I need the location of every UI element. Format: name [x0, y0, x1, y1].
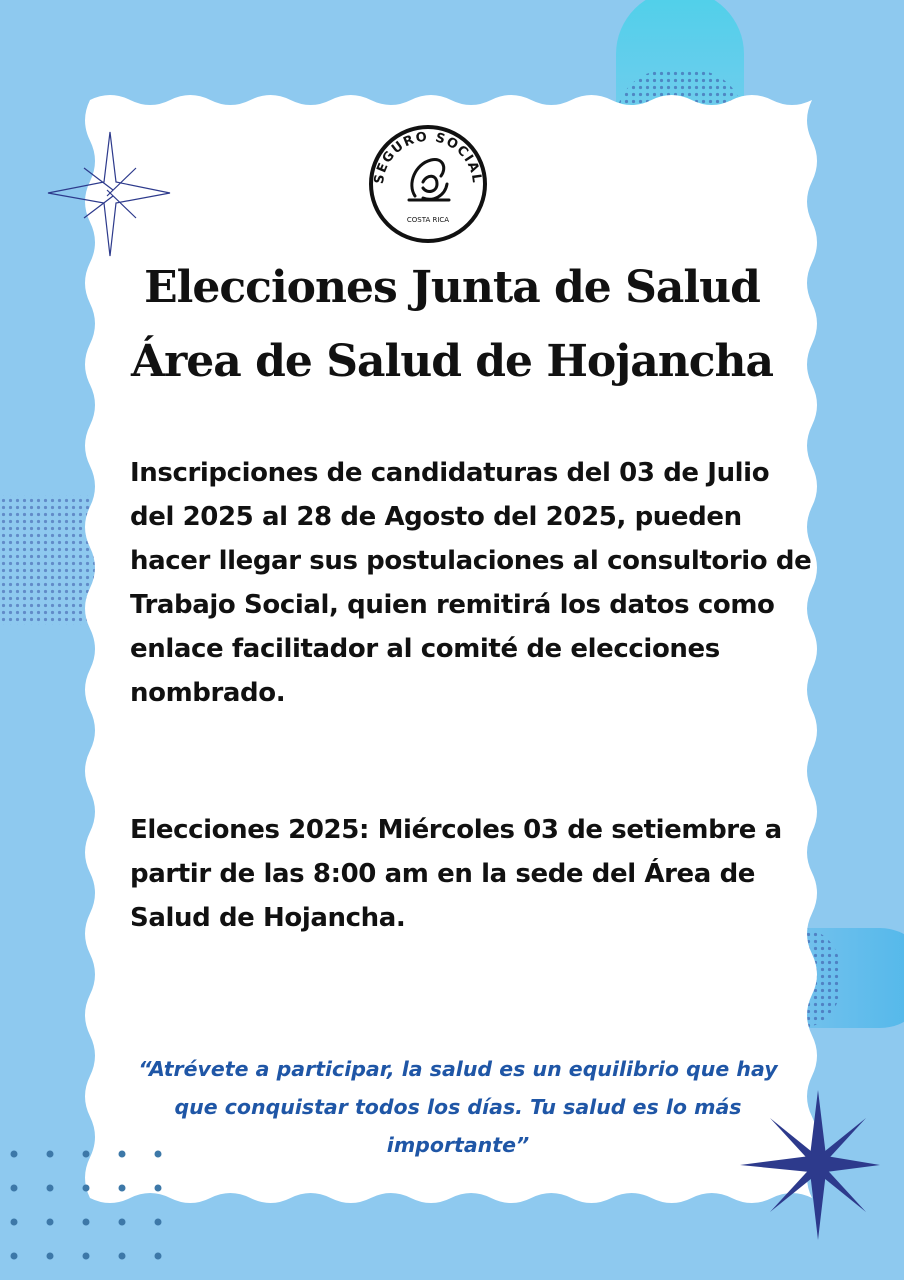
dot — [119, 1185, 126, 1192]
dot — [47, 1253, 54, 1260]
title-line-2: Área de Salud de Hojancha — [130, 336, 773, 387]
dot — [83, 1151, 90, 1158]
dot — [11, 1185, 18, 1192]
motivational-quote: “Atrévete a participar, la salud es un equilibrio que hay que conquistar todos los días. Tu salud es lo más importante” — [138, 1057, 778, 1157]
dot — [47, 1151, 54, 1158]
registration-paragraph: Inscripciones de candidaturas del 03 de Julio del 2025 al 28 de Agosto del 2025, pueden hacer llegar sus postulaciones al consultorio de Trabajo Social, quien remitirá los datos como enlace facilitador al comité de elecciones nombrado. — [130, 458, 812, 708]
dot — [119, 1253, 126, 1260]
logo-text: SEGURO SOCIAL — [371, 129, 485, 185]
dot — [11, 1253, 18, 1260]
seguro-social-logo — [363, 124, 493, 244]
dot — [47, 1185, 54, 1192]
dot — [47, 1219, 54, 1226]
dot-grid-decor — [11, 1151, 162, 1260]
title-line-1: Elecciones Junta de Salud — [144, 262, 760, 313]
dot — [155, 1219, 162, 1226]
sparkle-icon — [48, 132, 170, 256]
dot — [155, 1253, 162, 1260]
dot — [11, 1219, 18, 1226]
dot — [119, 1219, 126, 1226]
dot — [119, 1151, 126, 1158]
logo-subtext: COSTA RICA — [406, 216, 450, 224]
dot — [83, 1219, 90, 1226]
dot — [83, 1185, 90, 1192]
dot — [155, 1185, 162, 1192]
dot — [11, 1151, 18, 1158]
dot — [83, 1253, 90, 1260]
election-date-paragraph: Elecciones 2025: Miércoles 03 de setiembre a partir de las 8:00 am en la sede del Área de Salud de Hojancha. — [130, 815, 782, 933]
